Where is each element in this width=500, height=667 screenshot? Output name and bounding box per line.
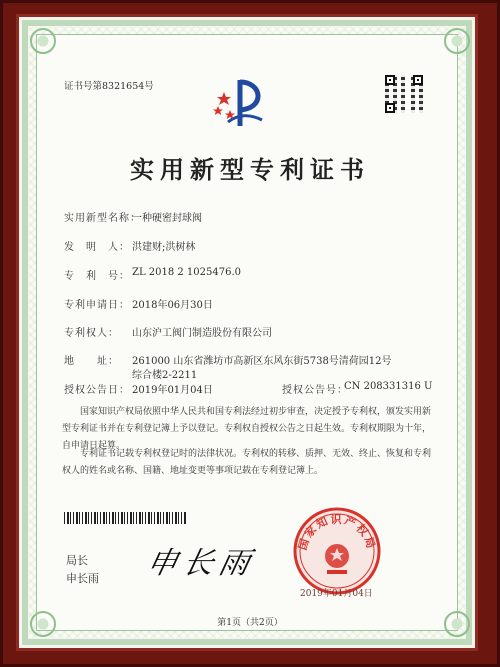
director-signature: 申长雨 [143, 546, 259, 581]
address-value-line1: 261000 山东省潍坊市高新区东风东街5738号清荷园12号 [132, 356, 392, 367]
official-seal-icon [292, 506, 382, 596]
patent-number-value: ZL 2018 2 1025476.0 [132, 267, 242, 278]
utility-model-name-value: 一种硬密封球阀 [132, 213, 202, 224]
grant-number-value: CN 208331316 U [344, 381, 433, 392]
director-title-label: 局长 [66, 554, 88, 567]
seal-date: 2019年01月04日 [300, 589, 373, 599]
grant-date-label: 授权公告日： [64, 385, 130, 396]
director-name-label: 申长雨 [66, 572, 99, 585]
address-label: 地 址： [64, 356, 119, 367]
notice-paragraph-1: 国家知识产权局依照中华人民共和国专利法经过初步审查，决定授予专利权，颁发实用新型专利证书并在专利登记簿上予以登记。专利权自授权公告之日起生效。专利权期限为十年，自申请日起算。 [62, 407, 432, 451]
patentee-value: 山东沪工阀门制造股份有限公司 [132, 328, 272, 339]
inventor-value: 洪建财;洪树林 [132, 242, 196, 253]
filing-date-label: 专利申请日： [64, 300, 130, 311]
certificate-title: 实用新型专利证书 [130, 155, 370, 184]
grant-date-value: 2019年01月04日 [132, 385, 213, 396]
utility-model-name-label: 实用新型名称： [64, 213, 141, 224]
barcode-icon [64, 512, 186, 524]
grant-number-label: 授权公告号： [282, 385, 348, 396]
corner-ornament-top-left [30, 28, 56, 54]
page-indicator: 第1页（共2页） [217, 618, 283, 628]
svg-text:国家知识产权局: 国家知识产权局 [295, 513, 379, 552]
patent-number-label: 专 利 号： [64, 271, 130, 282]
corner-ornament-top-right [444, 28, 470, 54]
address-value-line2: 综合楼2-2211 [132, 370, 198, 381]
patent-office-logo-icon [210, 74, 272, 132]
filing-date-value: 2018年06月30日 [132, 300, 213, 311]
patentee-label: 专利权人： [64, 328, 119, 339]
notice-paragraph-2: 专利证书记载专利权登记时的法律状况。专利权的转移、质押、无效、终止、恢复和专利权人的姓名或名称、国籍、地址变更等事项记载在专利登记簿上。 [62, 449, 432, 476]
inventor-label: 发 明 人： [64, 242, 130, 253]
certificate-number: 证书号第8321654号 [64, 81, 154, 92]
